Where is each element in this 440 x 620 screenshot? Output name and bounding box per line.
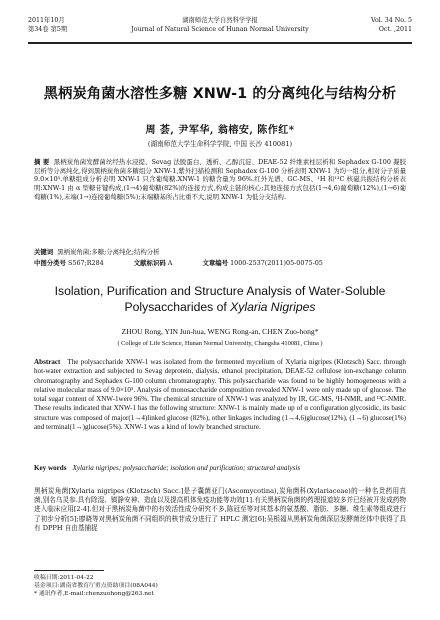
abstract-cn bbox=[34, 158, 406, 202]
abstract-cn-label: 摘 要 bbox=[34, 158, 50, 166]
doc-code-label: 文献标识码 bbox=[133, 259, 166, 267]
keywords-cn-text: 黑柄炭角菌;多糖;分离纯化;结构分析 bbox=[57, 248, 160, 256]
header-oct: Oct. ,2011 bbox=[378, 26, 412, 33]
title-cn: 黑柄炭角菌水溶性多糖 XNW-1 的分离纯化与结构分析 bbox=[43, 86, 397, 102]
footnote-received: 收稿日期:2011-04-22 bbox=[34, 575, 94, 581]
introduction-paragraph: 黑柄炭角菌[Xylaria nigripes (Klotzsch) Sacc.]是子囊菌亚门(Ascomycotina),炭角菌科(Xylariaceae)的一种名贵药用真菌,别名乌灵参.具有除湿、镇静安神、造血以及提高机体免疫功能等功效[1].有关黑柄炭角菌的药理报道较多并已经被开发成药物进入临床应用[2-4].但对于黑柄炭角菌中的有效活性成分研究不多,陈冠至等对其基本的氨基酸、脂肪、多糖、维生素等组成进行了初步分析[5];廖晓等对黑柄炭角菌不同组织的核苷成分进行了 HPLC 测定[6];吴根福从黑柄炭角菌深层发酵菌丝体中获得了具有 DPPH 自由基捕捉 bbox=[34, 487, 406, 532]
title-en-species: Xylaria Nigripes bbox=[230, 300, 316, 314]
title-en-line2 bbox=[28, 299, 412, 315]
header-volume: 第34卷 第5期 bbox=[28, 26, 68, 33]
abstract-cn-text: 黑柄炭角菌发酵菌丝经热水浸提、Sevag 法脱蛋白、透析、乙醇沉淀、DEAE-52 纤维素柱层析和 Sephadex G-100 凝胶层析等分离纯化,得到黑柄炭角菌多糖组分 XNW-1,紫外扫描检测和 Sephadex G-100 分析表明 XNW-1 为均一组分,相对分子质量 9.0×10⁵.单糖组成分析表明 XNW-1 只含葡萄糖.XNW-1 的糖含量为 96%.红外光谱、GC-MS、¹H 和¹³C 核磁共振结构分析表明:XNW-1 由 α 型糖苷键构成,(1→4)葡萄糖(82%)的连接方式,构成主链的核心;其他连接方式包括(1→4,6)葡萄糖(12%),(1→6)葡萄糖(1%),末端(1→)连接葡萄糖(5%);末端糖基所占比重不大,说明 XNW-1 为低分支结构. bbox=[34, 158, 406, 201]
footnote-email: * 通讯作者,E-mail:chenzuohong@263.net bbox=[34, 591, 154, 598]
header-vol-no: Vol. 34 No. 5 bbox=[371, 17, 412, 24]
clc-value: S567;R284 bbox=[68, 259, 104, 267]
clc-label: 中图分类号 bbox=[34, 259, 66, 267]
running-header bbox=[28, 14, 412, 43]
article-no-value: 1000-2537(2011)05-0075-05 bbox=[230, 259, 323, 267]
affiliation-en: ( College of Life Science, Hunan Normal University, Changsha 410081, China ) bbox=[117, 340, 323, 347]
doc-code-value: A bbox=[167, 259, 173, 267]
title-en-prefix: Polysaccharides of bbox=[124, 300, 231, 314]
keywords-en bbox=[34, 464, 406, 472]
header-date: 2011年10月 bbox=[28, 17, 65, 24]
classification-cn bbox=[34, 258, 406, 267]
title-en-line1: Isolation, Purification and Structure Analysis of Water-Soluble bbox=[54, 284, 386, 298]
abstract-en-label: Abstract bbox=[34, 358, 61, 366]
header-right bbox=[371, 16, 412, 34]
article-no-label: 文章编号 bbox=[202, 259, 229, 267]
keywords-en-label: Key words bbox=[34, 464, 67, 472]
keywords-cn-label: 关键词 bbox=[34, 248, 54, 256]
affiliation-cn: (湖南师范大学生命科学学院, 中国 长沙 410081) bbox=[147, 140, 293, 148]
journal-name-cn: 湖南师范大学自然科学学报 bbox=[182, 17, 258, 24]
header-rule bbox=[28, 43, 412, 44]
abstract-en bbox=[34, 358, 406, 432]
header-center bbox=[28, 16, 412, 34]
footnotes bbox=[34, 574, 406, 599]
keywords-en-text: Xylaria nigripes; polysaccharide; isolation and purification; structural analysis bbox=[72, 464, 301, 472]
journal-name-en: Journal of Natural Science of Hunan Normal University bbox=[131, 26, 309, 33]
authors-cn: 周 荟, 尹军华, 翁榕安, 陈作红* bbox=[145, 125, 295, 136]
footnote-fund: 基金项目:湖南省教育厅重点资助项目(08A044) bbox=[34, 583, 158, 590]
footnote-rule bbox=[34, 570, 104, 571]
keywords-cn bbox=[34, 247, 406, 256]
title-en bbox=[28, 283, 412, 315]
authors-en: ZHOU Rong, YIN Jun-hua, WENG Rong-an, CHEN Zuo-hong* bbox=[121, 327, 319, 336]
abstract-en-text: The polysaccharide XNW-1 was isolated from the fermented mycelium of Xylaria nigripes (Klotzsch) Sacc. through hot-water extraction and subjected to Sevag deprotein, dialysis, ethanol precipitation, DEAE-52 cellulose ion-exchange column chromatography and Sephadex G-100 column chromatography. This polysaccharide was found to be highly homogeneous with a relative molecular mass of 9.0×10⁵. Analysis of monosaccharide composition revealed XNW-1 were only made up of glucose. The total sugar content of XNW-1were 96%. The chemical structure of XNW-1 was analyzed by IR, GC-MS, ¹H-NMR, and ¹³C-NMR. These results indicated that XNW-1 has the following structure: XNW-1 is mainly made up of α configuration glycosidic, its basic structure was composed of major(1→4)linked glucose (82%), other linkages including (1→4,6)glucose(12%), (1→6) glucose(1%) and terminal(1→)glucose(5%). XNW-1 was a kind of lowly branched structure. bbox=[34, 358, 406, 432]
